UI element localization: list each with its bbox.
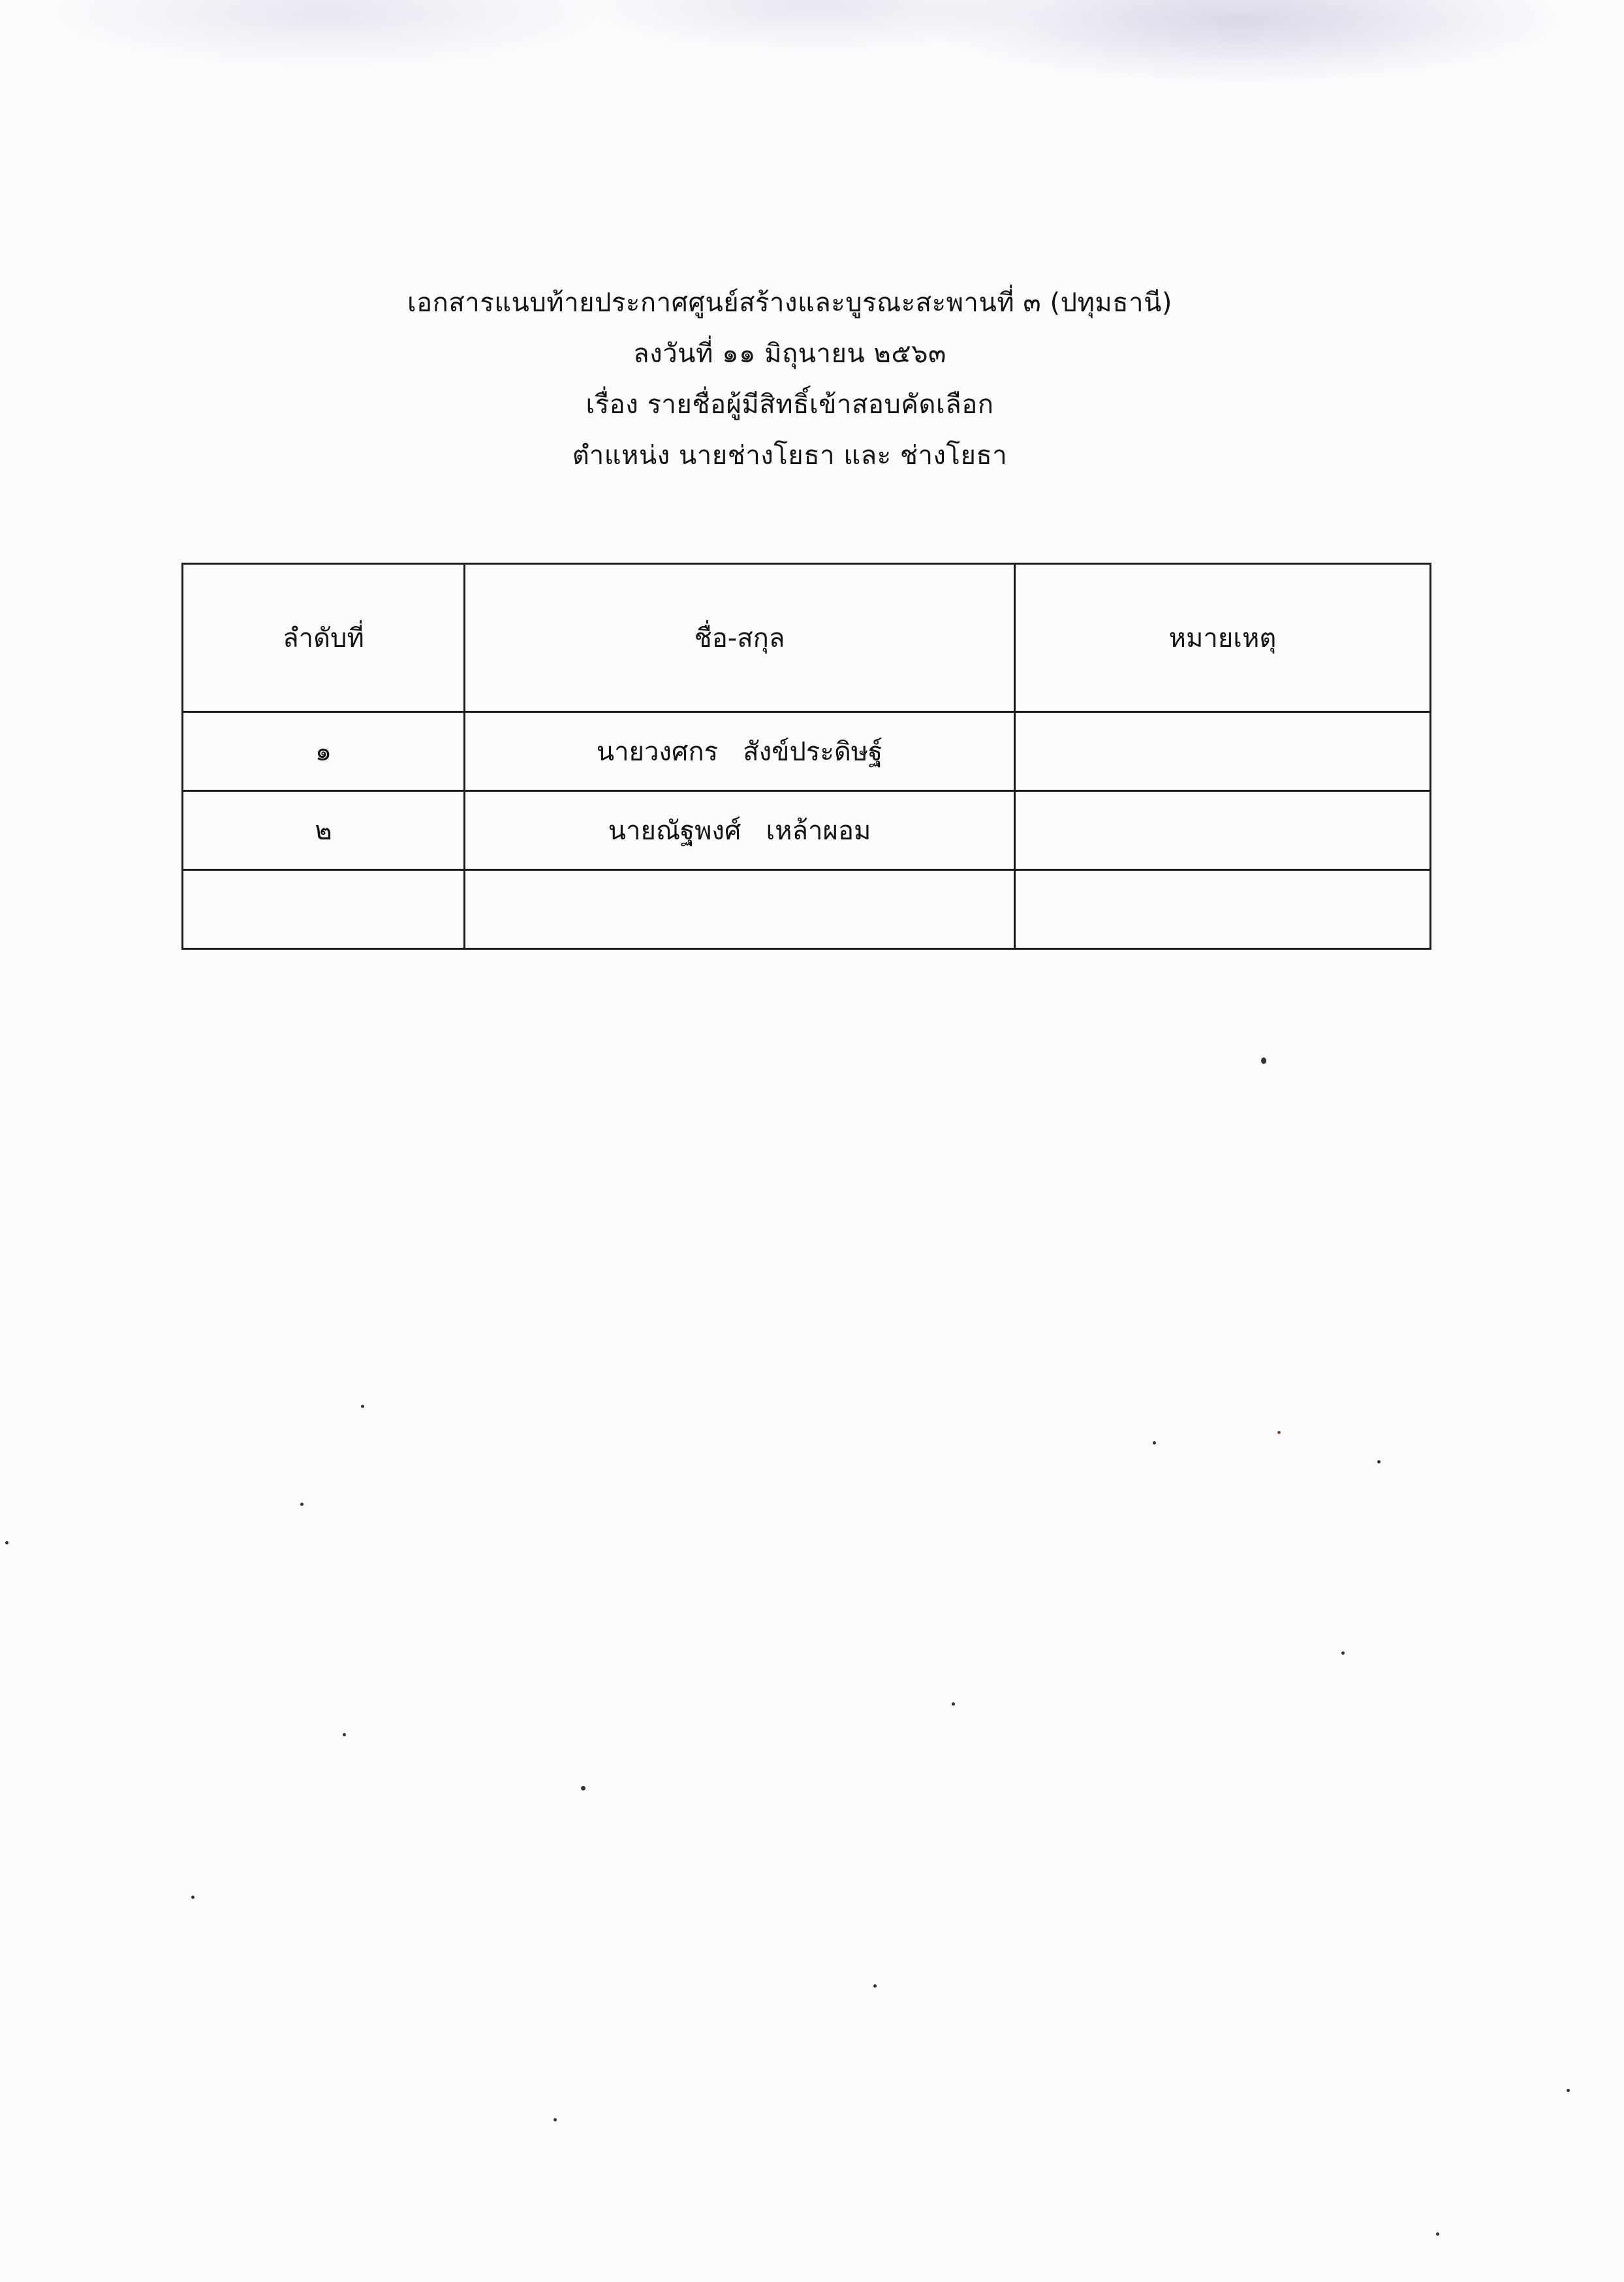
column-header-order: ลำดับที่ — [183, 564, 465, 712]
document-header — [0, 277, 1580, 481]
scan-speck — [1261, 1057, 1266, 1064]
table-row — [183, 791, 1431, 870]
row-remark-cell — [1015, 870, 1431, 949]
column-header-remark: หมายเหตุ — [1015, 564, 1431, 712]
header-subject: เรื่อง รายชื่อผู้มีสิทธิ์เข้าสอบคัดเลือก — [586, 390, 994, 420]
scan-speck — [873, 1984, 877, 1988]
scan-speck — [1436, 2232, 1439, 2236]
table-row — [183, 870, 1431, 949]
row-name-cell: นายวงศกร สังข์ประดิษฐ์ — [465, 712, 1015, 791]
header-date: ลงวันที่ ๑๑ มิถุนายน ๒๕๖๓ — [633, 339, 946, 369]
scan-speck — [343, 1733, 346, 1736]
scan-speck — [1567, 2089, 1570, 2092]
table-header-row — [183, 564, 1431, 712]
row-remark-cell — [1015, 712, 1431, 791]
scan-speck — [300, 1503, 304, 1506]
row-name-cell: นายณัฐพงศ์ เหล้าผอม — [465, 791, 1015, 870]
row-order-cell — [183, 870, 465, 949]
scan-speck — [1153, 1441, 1156, 1445]
scan-speck — [1377, 1460, 1381, 1463]
row-order-cell: ๑ — [183, 712, 465, 791]
scan-speck — [554, 2118, 557, 2121]
scan-speck — [5, 1541, 8, 1544]
candidate-table-container — [181, 563, 1429, 949]
row-order-cell: ๒ — [183, 791, 465, 870]
row-name-cell — [465, 870, 1015, 949]
table-row — [183, 712, 1431, 791]
scan-speck — [361, 1405, 364, 1408]
header-position: ตำแหน่ง นายช่างโยธา และ ช่างโยธา — [572, 441, 1008, 471]
scan-speck — [952, 1702, 955, 1706]
row-remark-cell — [1015, 791, 1431, 870]
scan-speck — [191, 1896, 195, 1899]
header-attachment-title: เอกสารแนบท้ายประกาศศูนย์สร้างและบูรณะสะพานที่ ๓ (ปทุมธานี) — [407, 288, 1173, 318]
candidate-table — [181, 563, 1431, 950]
scan-speck — [1341, 1651, 1345, 1655]
scan-speck — [1277, 1431, 1281, 1434]
column-header-name: ชื่อ-สกุล — [465, 564, 1015, 712]
scan-speck — [581, 1786, 586, 1790]
